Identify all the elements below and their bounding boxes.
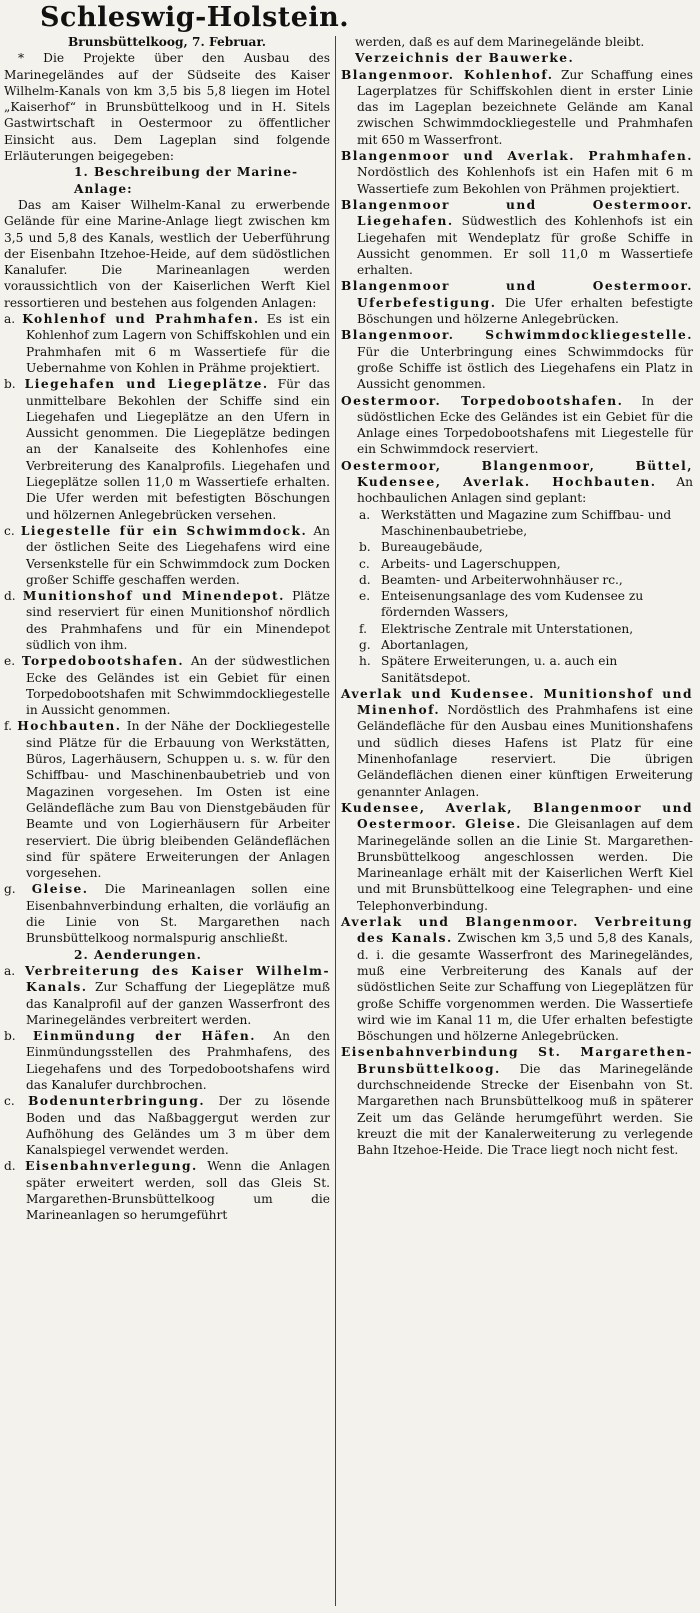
list-item: a. Verbreiterung des Kaiser Wilhelm-Kanals. Zur Schaffung der Liegeplätze muß das Kanalprofil auf der ganzen Wasserfront des Marinegeländes verbreitert werden. [4, 963, 331, 1027]
section1-heading: 1. Beschreibung der Marine-Anlage: [74, 165, 299, 196]
sublist-item: c. Arbeits- und Lagerschuppen, [359, 556, 561, 571]
list-item: b. Liegehafen und Liegeplätze. Für das unmittelbare Bekohlen der Schiffe sind ein Liegehafen und Liegeplätze an den Ufern in Aussicht genommen. Die Liegeplätze bedingen an der Kanalseite des Kohlenhofes eine Verbreiterung des Kanalprofils. Liegehafen und Liegeplätze sollen 11,0 m Wassertiefe erhalten. Die Ufer werden mit befestigten Böschungen und hölzernen Anlegebrücken versehen. [4, 377, 331, 522]
left-column [4, 34, 330, 1224]
intro-paragraph: * Die Projekte über den Ausbau des Marinegeländes auf der Südseite des Kaiser Wilhelm-Kanals von km 3,5 bis 5,8 liegen im Hotel „Kaiserhof“ in Brunsbüttelkoog und in H. Sitels Gastwirtschaft in Oestermoor zu öffentlicher Einsicht aus. Dem Lageplan sind folgende Erläuterungen beigegeben: [4, 51, 330, 164]
sublist-item: g. Abortanlagen, [359, 637, 469, 652]
building-entry: Blangenmoor und Oestermoor. Liegehafen. Südwestlich des Kohlenhofs ist ein Liegehafen mit Wendeplatz für große Schiffe in Aussicht genommen. Er soll 11,0 m Wassertiefe erhalten. [341, 197, 693, 278]
list-item: e. Torpedobootshafen. An der südwestlichen Ecke des Geländes ist ein Gebiet für einen Torpedobootshafen mit Schwimmdockliegestelle in Aussicht genommen. [4, 654, 331, 718]
sublist-item: f. Elektrische Zentrale mit Unterstationen, [359, 621, 634, 636]
sublist-item: d. Beamten- und Arbeiterwohnhäuser rc., [359, 572, 623, 587]
section1-intro: Das am Kaiser Wilhelm-Kanal zu erwerbende Gelände für eine Marine-Anlage liegt zwischen km 3,5 und 5,8 des Kanals, westlich der Ueberführung der Eisenbahn Itzehoe-Heide, auf dem südöstlichen Kanalufer. Die Marineanlagen werden voraussichtlich von der Kaiserlichen Werft Kiel ressortieren und bestehen aus folgenden Anlagen: [4, 197, 330, 310]
section2-heading: 2. Aenderungen. [74, 947, 202, 962]
building-entry: Blangenmoor und Averlak. Prahmhafen. Nordöstlich des Kohlenhofs ist ein Hafen mit 6 m Wassertiefe zum Bekohlen von Prähmen projektiert. [341, 149, 693, 196]
list-item: f. Hochbauten. In der Nähe der Dockliegestelle sind Plätze für die Erbauung von Werkstätten, Büros, Lagerhäusern, Schuppen u. s. w. für den Schiffbau- und Maschinenbaubetrieb und von Magazinen vorgesehen. Im Osten ist eine Geländefläche zum Bau von Dienstgebäuden für Beamte und von Logierhäusern für Arbeiter reserviert. Die übrig bleibenden Geländeflächen sind für spätere Erweiterungen der Anlagen vorgesehen. [4, 719, 330, 881]
building-entry: Averlak und Kudensee. Munitionshof und Minenhof. Nordöstlich des Prahmhafens ist eine Geländefläche für den Ausbau eines Munitionshafens und südlich dieses Hafens ist Platz für eine Minenhofanlage reserviert. Die übrigen Geländeflächen dienen einer künftigen Erweiterung genannter Anlagen. [341, 686, 694, 799]
article-title: Schleswig-Holstein. [40, 2, 350, 33]
sublist-item: a. Werkstätten und Magazine zum Schiffbau- und Maschinenbaubetriebe, [359, 507, 672, 538]
sublist-item: b. Bureaugebäude, [359, 540, 483, 555]
building-entry: Oestermoor. Torpedobootshafen. In der südöstlichen Ecke des Geländes ist ein Gebiet für die Anlage eines Torpedobootshafens mit Liegestelle für ein Schwimmdock reserviert. [341, 393, 693, 457]
sublist-item: e. Enteisenungsanlage des vom Kudensee zu fördernden Wassers, [359, 589, 644, 620]
building-entry: Eisenbahnverbindung St. Margarethen-Brunsbüttelkoog. Die das Marinegelände durchschneidende Strecke der Eisenbahn von St. Margarethen nach Brunsbüttelkoog muß in späterer Zeit um das Gelände herumgeführt werden. Sie kreuzt die mit der Kanalerweiterung zu verlegende Bahn Itzehoe-Heide. Die Trace liegt noch nicht fest. [341, 1045, 694, 1158]
list-heading: Verzeichnis der Bauwerke. [355, 51, 575, 66]
building-entry: Oestermoor, Blangenmoor, Büttel, Kudensee, Averlak. Hochbauten. An hochbaulichen Anlagen sind geplant: [341, 458, 694, 506]
continuation-text: werden, daß es auf dem Marinegelände bleibt. [355, 35, 645, 49]
building-entry: Blangenmoor. Schwimmdockliegestelle. Für die Unterbringung eines Schwimmdocks für große Schiffe ist östlich des Liegehafens ein Platz in Aussicht genommen. [341, 328, 693, 392]
list-item: d. Eisenbahnverlegung. Wenn die Anlagen später erweitert werden, soll das Gleis St. Margarethen-Brunsbüttelkoog um die Marineanlagen so herumgeführt [4, 1159, 331, 1223]
list-item: c. Bodenunterbringung. Der zu lösende Boden und das Naßbaggergut werden zur Aufhöhung des Geländes um 3 m über dem Kanalspiegel verwendet werden. [4, 1094, 331, 1158]
list-item: b. Einmündung der Häfen. An den Einmündungsstellen des Prahmhafens, des Liegehafens und des Torpedobootshafens wird das Kanalufer durchbrochen. [4, 1029, 331, 1092]
list-item: c. Liegestelle für ein Schwimmdock. An der östlichen Seite des Liegehafens wird eine Versenkstelle für ein Schwimmdock zum Docken großer Schiffe geschaffen werden. [4, 523, 331, 587]
column-divider [335, 36, 336, 1606]
right-column [341, 34, 693, 1158]
building-entry: Blangenmoor und Oestermoor. Uferbefestigung. Die Ufer erhalten befestigte Böschungen und hölzerne Anlegebrücken. [341, 279, 693, 327]
list-item: a. Kohlenhof und Prahmhafen. Es ist ein Kohlenhof zum Lagern von Schiffskohlen und ein Prahmhafen mit 6 m Wassertiefe für die Uebernahme von Kohlen in Prähme projektiert. [4, 312, 331, 375]
list-item: d. Munitionshof und Minendepot. Plätze sind reserviert für einen Munitionshof nördlich des Prahmhafens und für ein Minendepot südlich von ihm. [4, 589, 331, 652]
dateline: Brunsbüttelkoog, 7. Februar. [68, 35, 266, 49]
building-entry: Blangenmoor. Kohlenhof. Zur Schaffung eines Lagerplatzes für Schiffskohlen dient in erster Linie das im Lageplan bezeichnete Gelände am Kanal zwischen Schwimmdockliegestelle und Prahmhafen mit 650 m Wasserfront. [341, 67, 693, 147]
list-item: g. Gleise. Die Marineanlagen sollen eine Eisenbahnverbindung erhalten, die vorläufig an die Linie von St. Margarethen nach Brunsbüttelkoog normalspurig anschließt. [4, 882, 331, 946]
sublist-item: h. Spätere Erweiterungen, u. a. auch ein Sanitätsdepot. [359, 654, 618, 685]
building-entry: Averlak und Blangenmoor. Verbreitung des Kanals. Zwischen km 3,5 und 5,8 des Kanals, d. i. die gesamte Wasserfront des Marinegeländes, muß eine Verbreiterung des Kanals auf der südöstlichen Seite zur Schaffung von Liegeplätzen für große Schiffe vorgenommen werden. Die Wassertiefe wird wie im Kanal 11 m, die Ufer erhalten befestigte Böschungen und hölzerne Anlegebrücken. [341, 915, 693, 1044]
building-entry: Kudensee, Averlak, Blangenmoor und Oestermoor. Gleise. Die Gleisanlagen auf dem Marinegelände sollen an die Linie St. Margarethen-Brunsbüttelkoog angeschlossen werden. Die Marineanlage erhält mit der Kaiserlichen Werft Kiel und mit Brunsbüttelkoog eine Telegraphen- und eine Telephonverbindung. [341, 800, 694, 913]
